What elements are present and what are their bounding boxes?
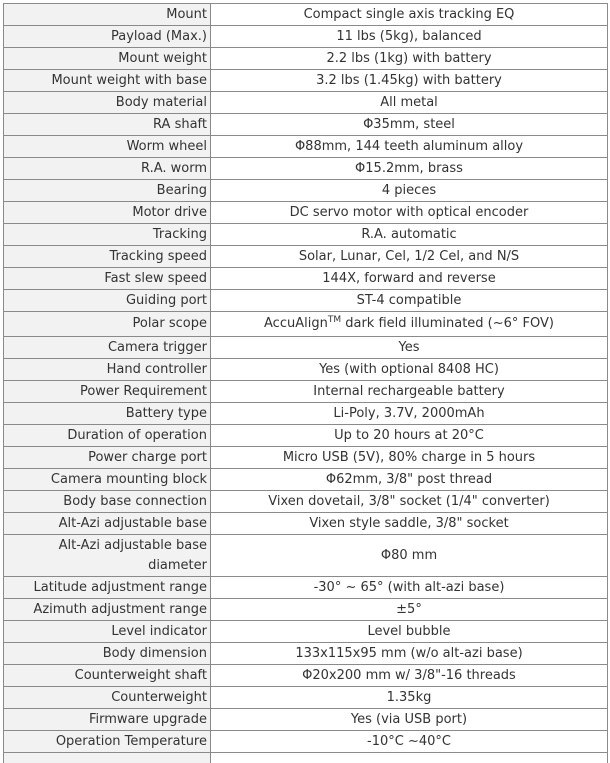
spec-label: Level indicator — [4, 621, 211, 643]
spec-label: Alt-Azi adjustable base diameter — [4, 535, 211, 577]
table-row — [4, 224, 608, 246]
table-row — [4, 26, 608, 48]
table-row — [4, 491, 608, 513]
spec-value: Li-Poly, 3.7V, 2000mAh — [211, 403, 608, 425]
table-row — [4, 513, 608, 535]
spec-label: Power charge port — [4, 447, 211, 469]
spec-label: Payload (Max.) — [4, 26, 211, 48]
spec-value: -30° ~ 65° (with alt-azi base) — [211, 577, 608, 599]
table-row — [4, 731, 608, 753]
spec-label: Counterweight shaft — [4, 665, 211, 687]
spec-value: Up to 20 hours at 20°C — [211, 425, 608, 447]
spec-label: Mount weight — [4, 48, 211, 70]
spec-value: Φ35mm, steel — [211, 114, 608, 136]
table-row — [4, 202, 608, 224]
table-row — [4, 290, 608, 312]
spec-label: Tracking speed — [4, 246, 211, 268]
table-row — [4, 425, 608, 447]
spec-value: 3.2 lbs (1.45kg) with battery — [211, 70, 608, 92]
spec-value: -10°C ~40°C — [211, 731, 608, 753]
spec-value: All metal — [211, 92, 608, 114]
spec-value: Yes (via USB port) — [211, 709, 608, 731]
spec-value: 4 pieces — [211, 180, 608, 202]
table-row — [4, 599, 608, 621]
spec-label: Operation Temperature — [4, 731, 211, 753]
spec-value: ±5° — [211, 599, 608, 621]
spec-value-empty — [211, 753, 608, 763]
spec-value: Φ62mm, 3/8" post thread — [211, 469, 608, 491]
spec-value: Φ80 mm — [211, 535, 608, 577]
spec-value-brand: AccuAlign — [264, 316, 328, 331]
table-row — [4, 535, 608, 577]
spec-label: Fast slew speed — [4, 268, 211, 290]
spec-label: Body dimension — [4, 643, 211, 665]
spec-value: Micro USB (5V), 80% charge in 5 hours — [211, 447, 608, 469]
spec-label: Latitude adjustment range — [4, 577, 211, 599]
table-row — [4, 687, 608, 709]
spec-value: ST-4 compatible — [211, 290, 608, 312]
spec-value: 144X, forward and reverse — [211, 268, 608, 290]
spec-label: Power Requirement — [4, 381, 211, 403]
spec-label: Alt-Azi adjustable base — [4, 513, 211, 535]
spec-label: Firmware upgrade — [4, 709, 211, 731]
table-row — [4, 359, 608, 381]
spec-value: Vixen style saddle, 3/8" socket — [211, 513, 608, 535]
spec-value: Internal rechargeable battery — [211, 381, 608, 403]
table-row — [4, 246, 608, 268]
spec-value: Level bubble — [211, 621, 608, 643]
table-row — [4, 136, 608, 158]
spec-label: Mount — [4, 4, 211, 26]
spec-label: Counterweight — [4, 687, 211, 709]
spec-label: R.A. worm — [4, 158, 211, 180]
table-row — [4, 48, 608, 70]
spec-label: Hand controller — [4, 359, 211, 381]
spec-label: Worm wheel — [4, 136, 211, 158]
spec-label: Polar scope — [4, 312, 211, 337]
spec-value: Φ20x200 mm w/ 3/8"-16 threads — [211, 665, 608, 687]
trademark-mark: TM — [328, 315, 341, 325]
spec-label: RA shaft — [4, 114, 211, 136]
spec-value-text: dark field illuminated (~6° FOV) — [341, 316, 554, 331]
spec-value: DC servo motor with optical encoder — [211, 202, 608, 224]
spec-value: R.A. automatic — [211, 224, 608, 246]
spec-value: 2.2 lbs (1kg) with battery — [211, 48, 608, 70]
spec-label: Camera trigger — [4, 337, 211, 359]
table-row — [4, 469, 608, 491]
spec-label: Bearing — [4, 180, 211, 202]
spec-value: 1.35kg — [211, 687, 608, 709]
table-row — [4, 447, 608, 469]
table-row — [4, 709, 608, 731]
table-row — [4, 312, 608, 337]
spec-value: Yes — [211, 337, 608, 359]
spec-value: Solar, Lunar, Cel, 1/2 Cel, and N/S — [211, 246, 608, 268]
table-row — [4, 4, 608, 26]
table-row — [4, 381, 608, 403]
table-row — [4, 337, 608, 359]
spec-label: Azimuth adjustment range — [4, 599, 211, 621]
spec-value: Compact single axis tracking EQ — [211, 4, 608, 26]
spec-value: Vixen dovetail, 3/8" socket (1/4" converter) — [211, 491, 608, 513]
table-row — [4, 92, 608, 114]
spec-label-empty — [4, 753, 211, 763]
table-row-cut — [4, 753, 608, 763]
spec-label: Body material — [4, 92, 211, 114]
spec-value: 11 lbs (5kg), balanced — [211, 26, 608, 48]
table-row — [4, 577, 608, 599]
table-row — [4, 180, 608, 202]
table-row — [4, 403, 608, 425]
spec-table — [3, 3, 608, 763]
spec-label: Body base connection — [4, 491, 211, 513]
spec-value: Φ88mm, 144 teeth aluminum alloy — [211, 136, 608, 158]
spec-value: 133x115x95 mm (w/o alt-azi base) — [211, 643, 608, 665]
spec-value — [211, 312, 608, 337]
spec-label: Duration of operation — [4, 425, 211, 447]
spec-value: Yes (with optional 8408 HC) — [211, 359, 608, 381]
spec-label: Battery type — [4, 403, 211, 425]
table-row — [4, 70, 608, 92]
spec-label: Guiding port — [4, 290, 211, 312]
table-row — [4, 643, 608, 665]
spec-label: Camera mounting block — [4, 469, 211, 491]
spec-value: Φ15.2mm, brass — [211, 158, 608, 180]
table-row — [4, 621, 608, 643]
spec-label: Mount weight with base — [4, 70, 211, 92]
spec-label: Motor drive — [4, 202, 211, 224]
table-row — [4, 158, 608, 180]
table-row — [4, 268, 608, 290]
table-row — [4, 114, 608, 136]
table-row — [4, 665, 608, 687]
spec-label: Tracking — [4, 224, 211, 246]
